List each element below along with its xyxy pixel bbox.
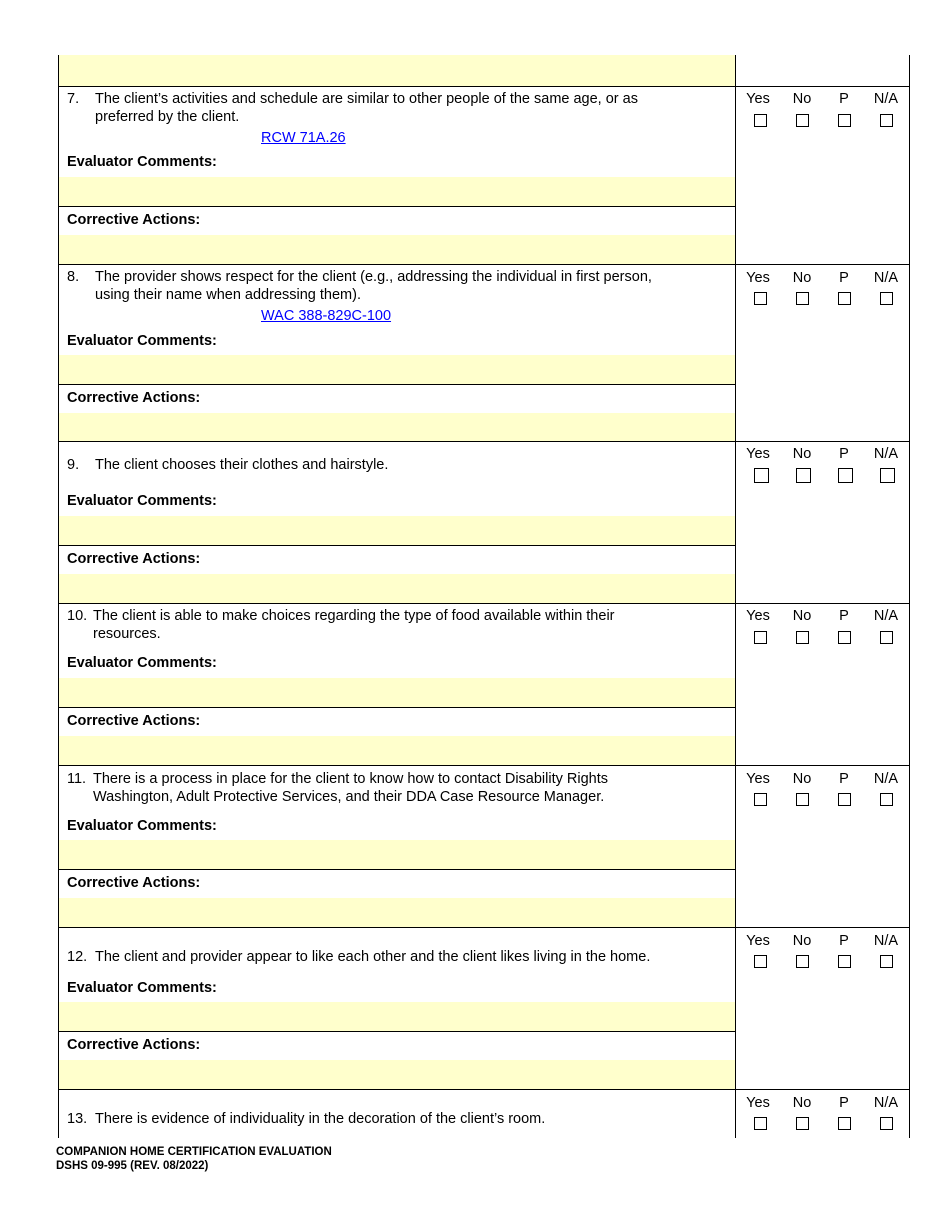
no-header: No <box>792 446 812 462</box>
item-number: 7. <box>67 91 80 107</box>
wac-link[interactable]: WAC 388-829C-100 <box>261 308 392 324</box>
na-header: N/A <box>873 933 899 949</box>
p-header: P <box>839 91 849 107</box>
item-10-yes-checkbox[interactable] <box>754 631 767 644</box>
item-12-yes-checkbox[interactable] <box>754 955 767 968</box>
item-10-comments-field[interactable] <box>59 678 735 707</box>
item-8-yes-checkbox[interactable] <box>754 292 767 305</box>
item-9-corrective-field[interactable] <box>59 574 735 603</box>
na-header: N/A <box>873 1095 899 1111</box>
p-header: P <box>839 771 849 787</box>
item-10-p-checkbox[interactable] <box>838 631 851 644</box>
p-header: P <box>839 270 849 286</box>
item-11-yes-checkbox[interactable] <box>754 793 767 806</box>
item-12-na-checkbox[interactable] <box>880 955 893 968</box>
item-text-line: The client is able to make choices regarding the type of food available within their <box>93 608 615 624</box>
no-header: No <box>792 608 812 624</box>
item-text-line: preferred by the client. <box>95 109 240 125</box>
corrective-actions-label: Corrective Actions: <box>67 390 201 406</box>
evaluator-comments-label: Evaluator Comments: <box>67 655 217 671</box>
item-13-p-checkbox[interactable] <box>838 1117 851 1130</box>
item-number: 8. <box>67 269 80 285</box>
na-header: N/A <box>873 446 899 462</box>
item-text-line: using their name when addressing them). <box>95 287 361 303</box>
na-header: N/A <box>873 270 899 286</box>
item-11-na-checkbox[interactable] <box>880 793 893 806</box>
item-7-no-checkbox[interactable] <box>796 114 809 127</box>
no-header: No <box>792 771 812 787</box>
footer-form-title: COMPANION HOME CERTIFICATION EVALUATION <box>56 1146 332 1158</box>
item-text-line: Washington, Adult Protective Services, and their DDA Case Resource Manager. <box>93 789 605 805</box>
item-12-no-checkbox[interactable] <box>796 955 809 968</box>
item-8-na-checkbox[interactable] <box>880 292 893 305</box>
yes-header: Yes <box>746 771 770 787</box>
item-7-p-checkbox[interactable] <box>838 114 851 127</box>
item-12-comments-field[interactable] <box>59 1002 735 1031</box>
item-13-yes-checkbox[interactable] <box>754 1117 767 1130</box>
item-13-no-checkbox[interactable] <box>796 1117 809 1130</box>
footer-form-id: DSHS 09-995 (REV. 08/2022) <box>56 1160 209 1172</box>
item-7-yes-checkbox[interactable] <box>754 114 767 127</box>
item-11-p-checkbox[interactable] <box>838 793 851 806</box>
item-text-line: The provider shows respect for the client (e.g., addressing the individual in first person, <box>95 269 652 285</box>
item-text-line: resources. <box>93 626 161 642</box>
item-9-comments-field[interactable] <box>59 516 735 545</box>
corrective-actions-label: Corrective Actions: <box>67 713 201 729</box>
rcw-link[interactable]: RCW 71A.26 <box>261 130 346 146</box>
na-header: N/A <box>873 771 899 787</box>
yes-header: Yes <box>746 446 770 462</box>
evaluator-comments-label: Evaluator Comments: <box>67 980 217 996</box>
no-header: No <box>792 933 812 949</box>
p-header: P <box>839 608 849 624</box>
item-10-no-checkbox[interactable] <box>796 631 809 644</box>
item-text-line: The client chooses their clothes and hairstyle. <box>95 457 389 473</box>
item-12-corrective-field[interactable] <box>59 1060 735 1089</box>
item-10-corrective-field[interactable] <box>59 736 735 765</box>
corrective-actions-label: Corrective Actions: <box>67 1037 201 1053</box>
no-header: No <box>792 91 812 107</box>
item-10-na-checkbox[interactable] <box>880 631 893 644</box>
yes-header: Yes <box>746 270 770 286</box>
item-7-corrective-field[interactable] <box>59 235 735 264</box>
item-8-corrective-field[interactable] <box>59 413 735 441</box>
item-text-line: There is evidence of individuality in the decoration of the client’s room. <box>95 1111 546 1127</box>
evaluator-comments-label: Evaluator Comments: <box>67 154 217 170</box>
yes-header: Yes <box>746 933 770 949</box>
yes-header: Yes <box>746 1095 770 1111</box>
item-11-comments-field[interactable] <box>59 840 735 869</box>
p-header: P <box>839 1095 849 1111</box>
item-9-na-checkbox[interactable] <box>880 468 895 483</box>
na-header: N/A <box>873 91 899 107</box>
item-9-p-checkbox[interactable] <box>838 468 853 483</box>
prev-corrective-field[interactable] <box>59 55 735 86</box>
p-header: P <box>839 933 849 949</box>
item-8-p-checkbox[interactable] <box>838 292 851 305</box>
item-8-no-checkbox[interactable] <box>796 292 809 305</box>
evaluator-comments-label: Evaluator Comments: <box>67 493 217 509</box>
item-number: 9. <box>67 457 80 473</box>
yes-header: Yes <box>746 91 770 107</box>
evaluator-comments-label: Evaluator Comments: <box>67 818 217 834</box>
na-header: N/A <box>873 608 899 624</box>
evaluator-comments-label: Evaluator Comments: <box>67 333 217 349</box>
item-text-line: The client and provider appear to like each other and the client likes living in the home. <box>95 949 651 965</box>
item-number: 10. <box>67 608 88 624</box>
item-text-line: The client’s activities and schedule are similar to other people of the same age, or as <box>95 91 638 107</box>
item-7-na-checkbox[interactable] <box>880 114 893 127</box>
corrective-actions-label: Corrective Actions: <box>67 212 201 228</box>
item-7-comments-field[interactable] <box>59 177 735 206</box>
item-9-no-checkbox[interactable] <box>796 468 811 483</box>
item-9-yes-checkbox[interactable] <box>754 468 769 483</box>
p-header: P <box>839 446 849 462</box>
item-text-line: There is a process in place for the client to know how to contact Disability Rights <box>93 771 608 787</box>
no-header: No <box>792 270 812 286</box>
item-number: 11. <box>67 771 87 787</box>
item-number: 13. <box>67 1111 88 1127</box>
item-11-no-checkbox[interactable] <box>796 793 809 806</box>
item-8-comments-field[interactable] <box>59 355 735 384</box>
item-12-p-checkbox[interactable] <box>838 955 851 968</box>
corrective-actions-label: Corrective Actions: <box>67 875 201 891</box>
item-13-na-checkbox[interactable] <box>880 1117 893 1130</box>
yes-header: Yes <box>746 608 770 624</box>
item-11-corrective-field[interactable] <box>59 898 735 927</box>
item-number: 12. <box>67 949 88 965</box>
corrective-actions-label: Corrective Actions: <box>67 551 201 567</box>
no-header: No <box>792 1095 812 1111</box>
